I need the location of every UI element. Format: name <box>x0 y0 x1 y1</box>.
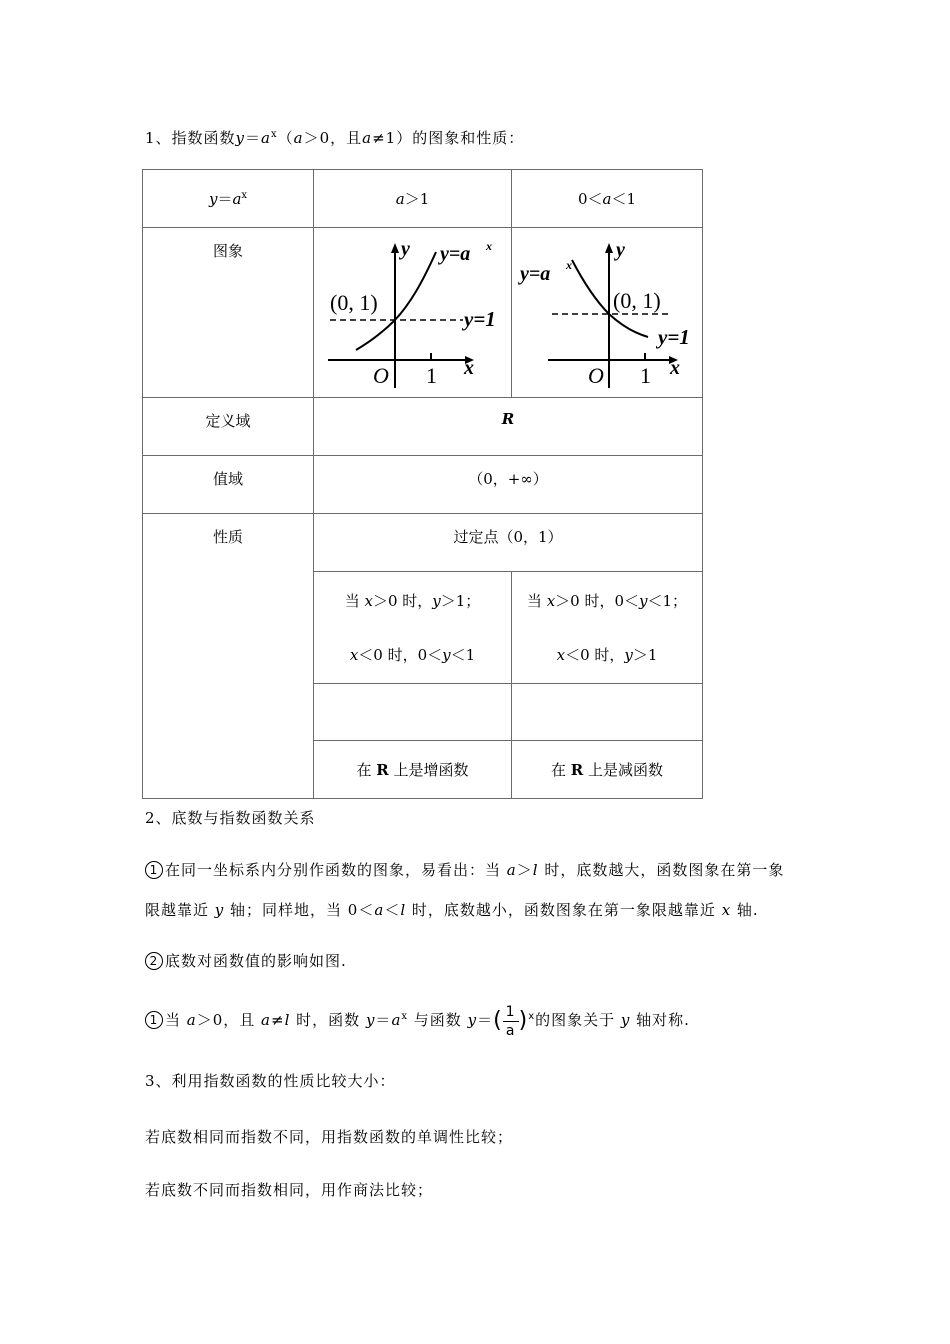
t: 轴；同样地，当 0＜ <box>224 901 375 919</box>
sign-left-line2 <box>314 628 511 682</box>
t: y <box>467 1011 478 1029</box>
t: ＞0 时， <box>372 591 433 610</box>
t: x <box>556 645 566 664</box>
t: y <box>624 645 633 664</box>
t: ＞0 时，0＜ <box>555 591 640 610</box>
t: ＞1 <box>632 645 658 664</box>
increasing-cell <box>314 741 512 799</box>
t: x <box>546 591 556 610</box>
table-header-row <box>143 170 703 228</box>
t: x <box>528 1011 536 1022</box>
t: ＜ <box>384 901 401 919</box>
row-label-property: 性质 <box>143 514 314 799</box>
sign-right-line2 <box>512 628 702 682</box>
curve-label: y=a <box>439 242 470 265</box>
domain-value-cell <box>314 398 703 456</box>
row-label-domain: 定义域 <box>143 398 314 456</box>
header-function <box>143 170 314 228</box>
t: y <box>442 645 451 664</box>
t: y <box>214 901 225 919</box>
t: ＝ <box>375 1011 392 1029</box>
t: a <box>261 1011 271 1029</box>
curve-label: y=a <box>520 262 551 285</box>
graph-decreasing-cell <box>512 228 703 398</box>
section1-heading <box>145 127 524 148</box>
t: ＞0，且 <box>196 1011 262 1029</box>
t: 底数对函数值的影响如图. <box>165 952 347 970</box>
asymptote-label: y=1 <box>658 324 690 349</box>
y-axis-label: y <box>616 238 625 261</box>
point-label: (0, 1) <box>329 289 378 315</box>
empty-left-cell <box>314 684 512 741</box>
t: 当 <box>526 591 547 610</box>
t: 当 <box>165 1011 187 1029</box>
heading-cond-gt0: ＞0，且 <box>303 129 363 147</box>
heading-eq: ＝ <box>245 129 262 147</box>
t: 与函数 <box>408 1011 468 1029</box>
t: x <box>401 1011 409 1022</box>
section3-line1: 若底数相同而指数不同，用指数函数的单调性比较； <box>145 1128 514 1146</box>
heading-exp: x <box>271 129 278 140</box>
t: 上是减函数 <box>583 761 664 779</box>
section2-title: 2、底数与指数函数关系 <box>145 809 316 827</box>
t: ＜0 时，0＜ <box>358 645 443 664</box>
t: l <box>400 901 407 919</box>
hdr-x: x <box>241 190 248 201</box>
heading-paren-close: ） <box>396 129 413 147</box>
heading-cond-a: a <box>293 129 304 147</box>
section2-item3 <box>145 997 690 1041</box>
paren-left: ( <box>493 1008 503 1033</box>
t: 轴对称. <box>630 1011 690 1029</box>
hdr1-a: a <box>395 190 405 208</box>
heading-cond-ne1: ≠1 <box>372 129 397 147</box>
heading-cond-a2: a <box>362 129 373 147</box>
t: l <box>284 1011 291 1029</box>
t: 上是增函数 <box>388 761 469 779</box>
paren-right: ) <box>518 1008 529 1033</box>
header-a-between-0-1 <box>512 170 703 228</box>
section3-title: 3、利用指数函数的性质比较大小： <box>145 1072 396 1090</box>
t: 在 <box>550 761 571 779</box>
curve-label-exp: x <box>566 257 572 272</box>
t: 时，底数越小，函数图象在第一象限越靠近 <box>406 901 722 919</box>
t: ＜1； <box>647 591 688 610</box>
sign-right-cell <box>512 572 703 684</box>
t: ≠ <box>271 1011 285 1029</box>
frac-den: a <box>505 1022 516 1039</box>
t: l <box>532 861 539 879</box>
fixed-point: 过定点（0，1） <box>314 514 703 572</box>
empty-right-cell <box>512 684 703 741</box>
table-row-property <box>143 514 703 572</box>
t: ＜0 时， <box>565 645 625 664</box>
origin-label: O <box>372 362 389 388</box>
graph-increasing <box>318 238 508 388</box>
domain-value: R <box>501 410 515 428</box>
range-value: （0，+∞） <box>314 456 703 514</box>
t: 限越靠近 <box>145 901 215 919</box>
t: 轴. <box>731 901 759 919</box>
heading-paren-open: （ <box>277 129 294 147</box>
t: 时，函数 <box>290 1011 366 1029</box>
section2-item2 <box>145 950 347 971</box>
table-row-domain <box>143 398 703 456</box>
t: ＝ <box>477 1011 494 1029</box>
sign-right-line1 <box>512 574 702 628</box>
curve-label-exp: x <box>485 238 492 253</box>
t: y <box>620 1011 631 1029</box>
t: y <box>365 1011 376 1029</box>
origin-label: O <box>588 362 604 388</box>
y-axis-arrow <box>605 243 613 253</box>
t: a <box>374 901 385 919</box>
x-axis-label: x <box>463 356 474 379</box>
sign-left-line1 <box>314 574 511 628</box>
decreasing-cell <box>512 741 703 799</box>
hdr2-pre: 0＜ <box>577 190 603 208</box>
t: x <box>364 591 373 610</box>
t: ＞ <box>516 861 533 879</box>
t: 在同一坐标系内分别作函数的图象，易看出：当 <box>165 861 507 879</box>
hdr-y: y <box>208 190 218 208</box>
t: x <box>721 901 732 919</box>
t: y <box>432 591 441 610</box>
hdr1-rest: ＞1 <box>404 190 430 208</box>
asymptote-label: y=1 <box>463 306 496 331</box>
exponential-function-table <box>142 169 703 799</box>
circled-3: 1 <box>145 1011 163 1029</box>
table-row-range <box>143 456 703 514</box>
t: 的图象关于 <box>535 1011 621 1029</box>
point-label: (0, 1) <box>613 287 661 313</box>
t: x <box>349 645 359 664</box>
circled-2: 2 <box>145 952 163 970</box>
row-label-graph: 图象 <box>143 228 314 398</box>
t: ＜1 <box>450 645 476 664</box>
heading-prefix: 1、指数函数 <box>145 129 236 147</box>
graph-increasing-cell <box>314 228 512 398</box>
t: a <box>506 861 517 879</box>
y-axis-arrow <box>391 243 399 253</box>
t: a <box>186 1011 197 1029</box>
section3-line2: 若底数不同而指数相同，用作商法比较； <box>145 1181 434 1199</box>
tick-label: 1 <box>425 362 437 388</box>
y-axis-label: y <box>400 237 410 260</box>
t: ＞1； <box>440 591 481 610</box>
section2-item1-line2 <box>145 899 759 920</box>
t: R <box>570 761 584 779</box>
heading-base: a <box>261 129 271 147</box>
heading-suffix: 的图象和性质： <box>412 129 525 147</box>
tick-label: 1 <box>640 362 651 388</box>
heading-y: y <box>235 129 246 147</box>
hdr-eq: ＝ <box>217 190 233 208</box>
t: a <box>391 1011 402 1029</box>
sign-left-cell <box>314 572 512 684</box>
table-row-graph <box>143 228 703 398</box>
t: 当 <box>344 591 365 610</box>
hdr-a: a <box>232 190 242 208</box>
frac-num: 1 <box>503 1003 519 1022</box>
t: R <box>376 761 389 779</box>
x-axis-label: x <box>670 356 680 379</box>
section2-item1-line1 <box>145 859 784 880</box>
row-label-range: 值域 <box>143 456 314 514</box>
t: 时，底数越大，函数图象在第一象 <box>538 861 785 879</box>
hdr2-post: ＜1 <box>611 190 637 208</box>
header-a-gt-1 <box>314 170 512 228</box>
fraction-1-over-a <box>503 1003 519 1040</box>
graph-decreasing <box>512 238 702 388</box>
hdr2-a: a <box>602 190 612 208</box>
t: 在 <box>356 761 377 779</box>
circled-1: 1 <box>145 861 163 879</box>
t: y <box>639 591 648 610</box>
